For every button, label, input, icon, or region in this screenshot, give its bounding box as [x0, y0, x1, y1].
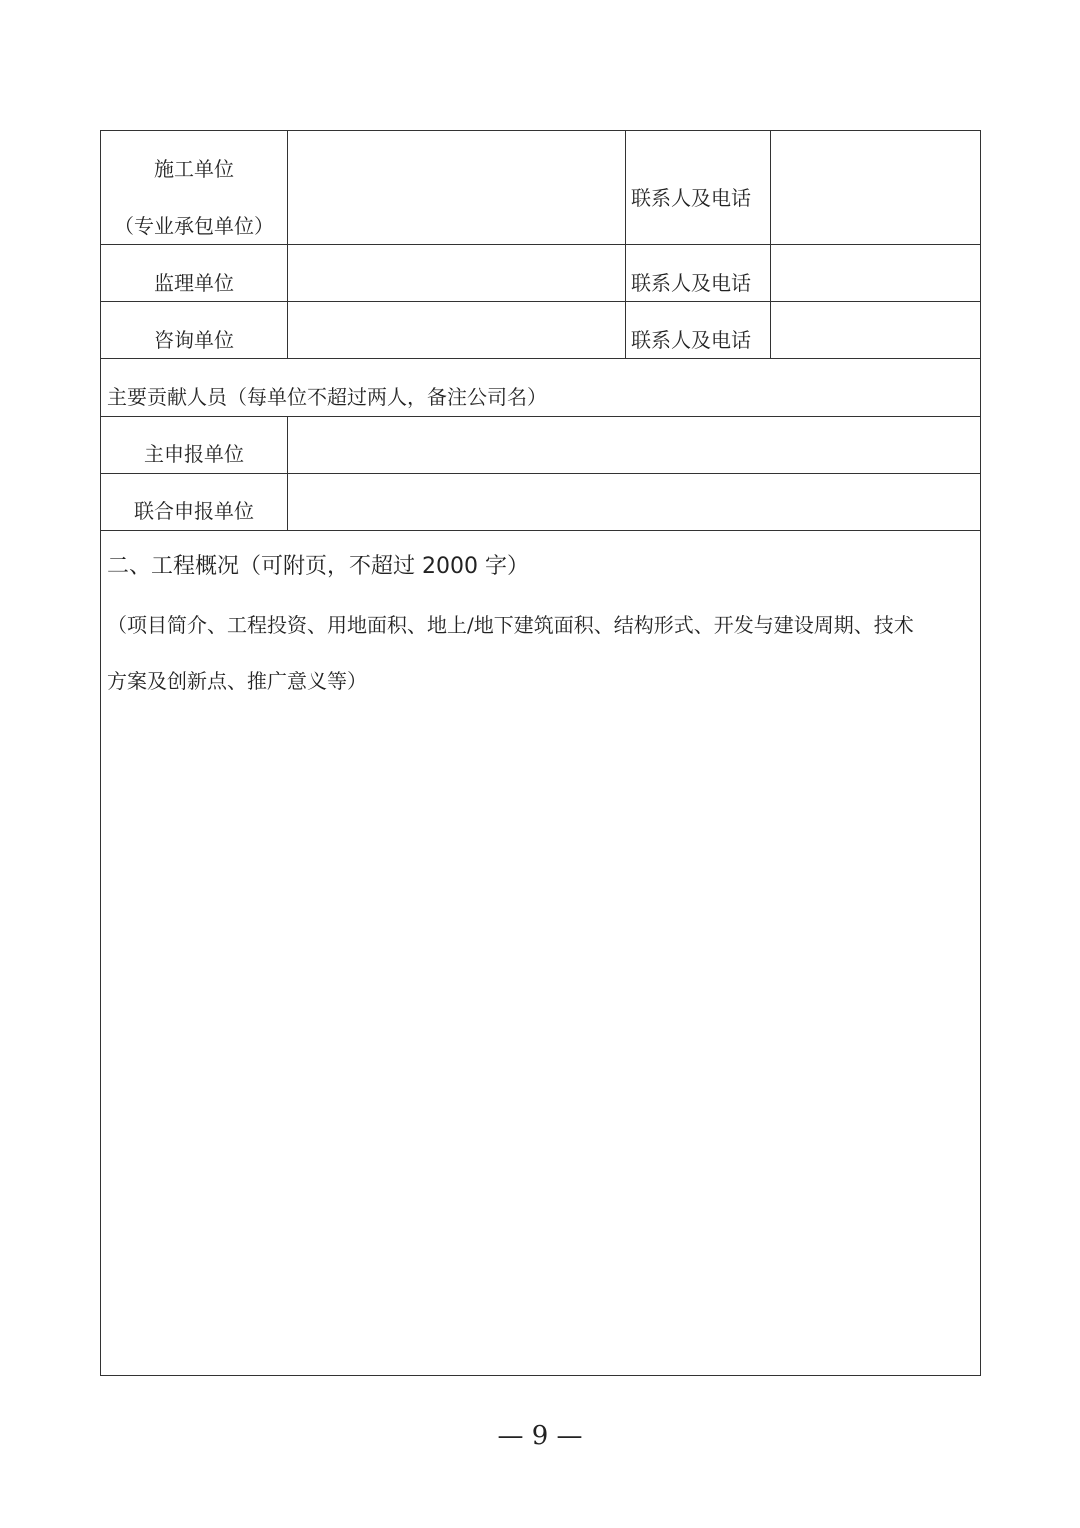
- construction-unit-sublabel: （专业承包单位）: [114, 214, 274, 238]
- supervision-contact-field[interactable]: [772, 246, 979, 300]
- column-divider: [770, 131, 771, 359]
- main-applicant-field[interactable]: [289, 418, 979, 472]
- supervision-contact-label: 联系人及电话: [631, 271, 751, 295]
- row-divider: [101, 530, 980, 531]
- construction-unit-label: 施工单位: [154, 157, 234, 181]
- main-applicant-label: 主申报单位: [144, 442, 244, 466]
- supervision-unit-label: 监理单位: [154, 271, 234, 295]
- joint-applicant-label: 联合申报单位: [134, 499, 254, 523]
- consulting-contact-field[interactable]: [772, 303, 979, 357]
- consulting-contact-label: 联系人及电话: [631, 328, 751, 352]
- column-divider: [287, 131, 288, 359]
- consulting-unit-field[interactable]: [289, 303, 624, 357]
- application-form-table: [100, 130, 981, 1376]
- column-divider: [625, 131, 626, 359]
- construction-contact-label: 联系人及电话: [631, 186, 751, 210]
- overview-hint-line1: （项目简介、工程投资、用地面积、地上/地下建筑面积、结构形式、开发与建设周期、技术: [107, 613, 914, 637]
- construction-unit-field[interactable]: [289, 133, 624, 243]
- construction-contact-field[interactable]: [772, 133, 979, 243]
- consulting-unit-label: 咨询单位: [154, 328, 234, 352]
- row-divider: [101, 473, 980, 474]
- contributors-label: 主要贡献人员（每单位不超过两人，备注公司名）: [107, 385, 547, 409]
- supervision-unit-field[interactable]: [289, 246, 624, 300]
- overview-heading: 二、工程概况（可附页，不超过 2000 字）: [107, 554, 529, 579]
- overview-hint-line2: 方案及创新点、推广意义等）: [107, 669, 367, 693]
- row-divider: [101, 416, 980, 417]
- overview-content-area[interactable]: [105, 711, 977, 1371]
- row-divider: [101, 244, 980, 245]
- joint-applicant-field[interactable]: [289, 475, 979, 529]
- row-divider: [101, 301, 980, 302]
- row-divider: [101, 358, 980, 359]
- column-divider: [287, 416, 288, 531]
- page-number: — 9 —: [497, 1421, 583, 1451]
